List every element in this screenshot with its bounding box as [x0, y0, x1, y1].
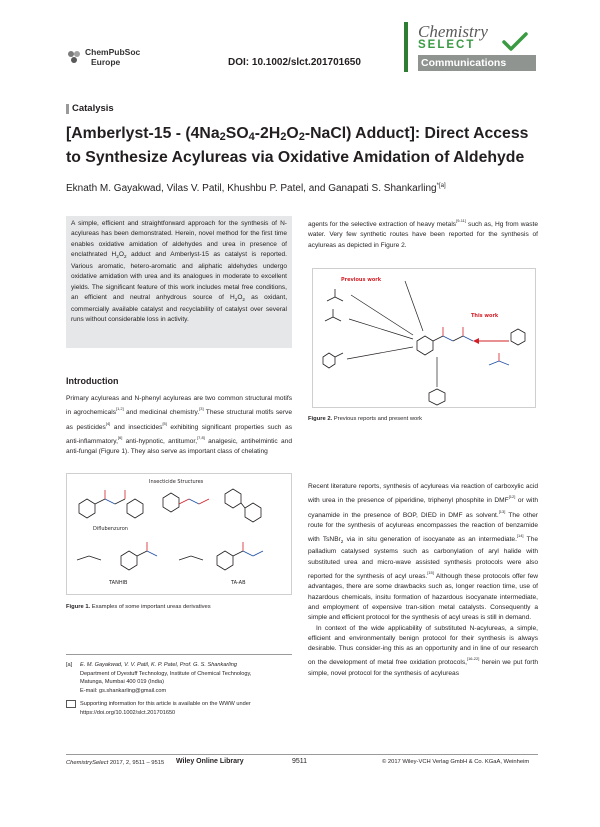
- intro-paragraph: Primary acylureas and N-phenyl acylureas are two common structural motifs in agrochemicals[1,2] and medicinal chemistry.[3] These structural motifs serve as pesticides[4] and insecticides[5] exhibiting significant properties such as anti-inflammatory,[6] anti-hypnotic, antitumor,[7,8] analgesic, antihelmintic and anti-fungal (Figure 1). They also serve as important class of chelating: [66, 395, 293, 456]
- central-acylurea: [417, 327, 473, 355]
- paragraph-context: In context of the wide applicability of substituted N-acylureas, a simple, efficient and environmentally benign protocol for their synthesis is always desirable. Thus consider-ing this as an opportunity and in line of our research on the development of metal free oxidation protocols,[16-22] herein we put forth simple, novel protocol for the synthesis of acylureas: [308, 624, 538, 677]
- figure-2: [312, 268, 536, 408]
- page-number: 9511: [292, 758, 308, 765]
- logo-bar: [404, 22, 408, 72]
- footnote-names: E. M. Gayakwad, V. V. Patil, K. P. Patel, Prof. G. S. Shankarling: [80, 662, 238, 668]
- right-column-body: [308, 482, 538, 679]
- reactant-urea: [325, 309, 341, 321]
- inset-title: Insecticide Structures: [149, 479, 204, 485]
- wiley-online-library-link[interactable]: Wiley Online Library: [176, 758, 244, 765]
- footnote-address: Matunga, Mumbai 400 019 (India): [80, 679, 164, 685]
- structure-diflubenzuron: [79, 490, 143, 518]
- structure-right-top: [225, 489, 261, 522]
- footer-copyright: © 2017 Wiley-VCH Verlag GmbH & Co. KGaA, Weinheim: [382, 759, 530, 765]
- checkmark-icon: [502, 32, 528, 52]
- chempubsoc-mark-icon: [66, 49, 82, 65]
- footnote-marker: [a]: [66, 662, 73, 668]
- category-bar: [66, 104, 69, 114]
- si-line1: Supporting information for this article is available on the WWW under: [80, 701, 251, 707]
- paragraph-literature: Recent literature reports, synthesis of acylureas via reaction of carboxylic acid with urea in the presence of piperidine, triphenyl phosphite in DMF[12] or with cyanamide in the presence of BOP, DIED in DMF as solvent.[13] The other route for the synthesis of acylureas encompasses the reaction of benzamide with TsNBr$_2$ via in situ generation of isocyanate as an intermediate.[14] The palladium catalysed systems such as carbonylation of aryl halide with substituted urea and micro-wave assisted synthesis protocols were also reported for the synthesis of acyl ureas.[15] Although these protocols offer few advantages, there are some drawbacks such as, longer reaction time, use of hazardous chemicals, insitu formation of hazardous isocyanate intermediate, and employment of expensive tran-sition metal catalysts. Consequently a simple and efficient protocol for the synthesis of acyl ureas is still in demand.: [308, 483, 538, 622]
- footnote-email[interactable]: E-mail: gs.shankarling@gmail.com: [80, 687, 167, 694]
- footnote-dept: Department of Dyestuff Technology, Institute of Chemical Technology,: [80, 670, 252, 677]
- structure-tanhib: [77, 542, 157, 570]
- reactant-substituted-urea: [489, 353, 509, 365]
- label-diflubenzuron: Diflubenzuron: [93, 526, 128, 532]
- reactant-carboxylic-acid: [327, 289, 343, 301]
- publisher-line2: Europe: [91, 57, 121, 67]
- structure-ta-ab: [179, 542, 263, 570]
- reactant-aldehyde: [511, 329, 525, 345]
- figure-1-structures: [67, 474, 293, 596]
- footer-citation: ChemistrySelect 2017, 2, 9511 – 9515: [66, 760, 165, 766]
- previous-work-label: Previous work: [341, 277, 382, 283]
- footnote-supporting-info: [66, 700, 292, 717]
- figure-2-caption: Figure 2. Previous reports and present work: [308, 416, 423, 422]
- intro-heading: Introduction: [66, 376, 119, 386]
- chempubsoc-logo: [66, 47, 166, 73]
- si-link[interactable]: https://doi.org/10.1002/slct.201701650: [80, 709, 176, 716]
- right-column-intro-continued: agents for the selective extraction of heavy metals[9-11] such as, Hg from waste water. Very few synthetic routes have been reported for the synthesis of acylureas as depicted in Figure 2.: [308, 218, 538, 249]
- figure-1: [66, 473, 292, 595]
- journal-line1: Chemistry: [418, 22, 488, 41]
- publisher-line1: ChemPubSoc: [85, 47, 141, 57]
- figure-1-caption: Figure 1. Examples of some important ureas derivatives: [66, 604, 211, 610]
- doi-text[interactable]: DOI: 10.1002/slct.201701650: [228, 57, 361, 68]
- footnote-affiliation: [80, 661, 292, 695]
- structure-middle: [163, 493, 209, 512]
- journal-line3: Communications: [418, 55, 536, 71]
- abstract-box: A simple, efficient and straightforward approach for the synthesis of N-acylureas has been demonstrated. Herein, novel method for the first time enables oxidative amidation of aldehydes and urea in presence of enclathrated $H_2O_2$ adduct and Amberlyst-15 as catalyst is reported. Various aromatic, hetero-aromatic and aliphatic aldehydes undergo oxidative amidation with urea and its analogues in moderate to excellent yields. The significant feature of this work includes metal free conditions, an efficient and neutral anhydrous source of $H_2O_2$ as oxidant, commercially available catalyst and recyclability of catalyst over several runs without considerable loss in activity.: [66, 216, 292, 348]
- product-aryl-bottom: [429, 389, 445, 405]
- label-tanhib: TANHIB: [109, 580, 128, 586]
- article-category: Catalysis: [72, 103, 114, 114]
- reactant-benzamide: [323, 353, 343, 368]
- this-work-label: This work: [471, 313, 499, 319]
- journal-line2: SELECT: [418, 39, 476, 51]
- reaction-arrows: [347, 281, 509, 387]
- label-ta-ab: TA-AB: [231, 580, 246, 586]
- footnote-rule: [66, 654, 292, 655]
- article-title: [Amberlyst-15 - $(4Na_2SO_4-2H_2O_2-NaCl)$ Adduct]: Direct Access to Synthesize Acylureas via Oxidative Amidation of Aldehyde: [66, 125, 529, 166]
- author-list: Eknath M. Gayakwad, Vilas V. Patil, Khushbu P. Patel, and Ganapati S. Shankarling$^{*[a]}$: [66, 183, 446, 194]
- footer-rule: [66, 754, 538, 755]
- figure-2-scheme: [313, 269, 537, 409]
- chemistryselect-logo: [404, 22, 536, 72]
